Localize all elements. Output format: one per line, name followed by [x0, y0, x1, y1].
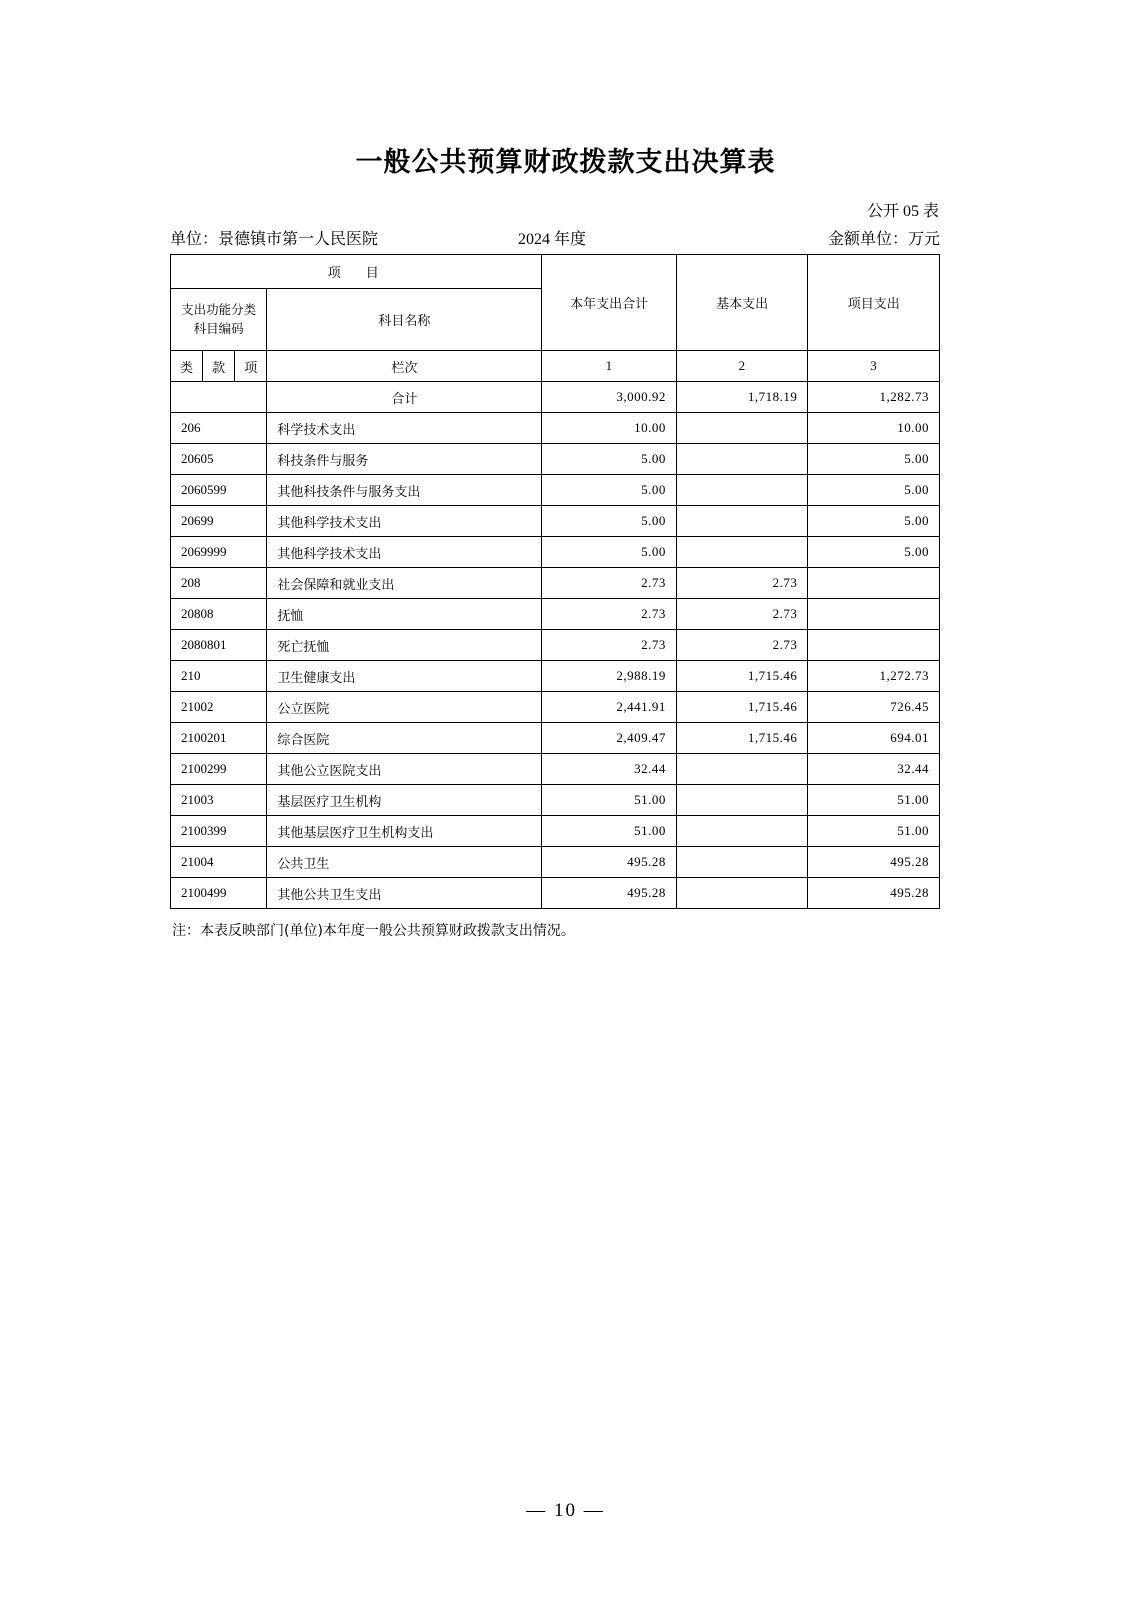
unit-label: 单位： — [170, 231, 219, 248]
table-row — [171, 847, 940, 878]
table-note: 注：本表反映部门(单位)本年度一般公共预算财政拨款支出情况。 — [172, 923, 575, 939]
row-project: 495.28 — [808, 847, 940, 878]
header-col-no-2: 2 — [676, 351, 808, 382]
unit-value: 景德镇市第一人民医院 — [218, 231, 379, 248]
table-row — [171, 568, 940, 599]
row-name: 公共卫生 — [267, 847, 542, 878]
row-name: 公立医院 — [267, 692, 542, 723]
header-subject-name: 科目名称 — [267, 289, 542, 351]
total-label: 合计 — [267, 382, 542, 413]
row-total: 2.73 — [542, 599, 677, 630]
row-name: 抚恤 — [267, 599, 542, 630]
row-code: 208 — [171, 568, 267, 599]
table-row — [171, 754, 940, 785]
row-code: 21003 — [171, 785, 267, 816]
row-project — [808, 568, 940, 599]
table-row — [171, 692, 940, 723]
row-basic — [676, 754, 808, 785]
header-sub-class: 类 — [171, 351, 203, 382]
header-row-label: 栏次 — [267, 351, 542, 382]
row-name: 卫生健康支出 — [267, 661, 542, 692]
row-project: 726.45 — [808, 692, 940, 723]
row-basic: 2.73 — [676, 599, 808, 630]
row-total: 5.00 — [542, 444, 677, 475]
row-basic — [676, 537, 808, 568]
row-project: 51.00 — [808, 785, 940, 816]
row-code: 21004 — [171, 847, 267, 878]
row-total: 2.73 — [542, 568, 677, 599]
row-total: 5.00 — [542, 475, 677, 506]
row-project: 694.01 — [808, 723, 940, 754]
header-col-basic: 基本支出 — [676, 255, 808, 351]
header-col-no-1: 1 — [542, 351, 677, 382]
row-basic — [676, 506, 808, 537]
row-basic: 1,715.46 — [676, 661, 808, 692]
row-name: 综合医院 — [267, 723, 542, 754]
row-basic — [676, 444, 808, 475]
row-name: 基层医疗卫生机构 — [267, 785, 542, 816]
row-project: 495.28 — [808, 878, 940, 909]
row-code: 2100499 — [171, 878, 267, 909]
row-total: 2.73 — [542, 630, 677, 661]
row-project: 51.00 — [808, 816, 940, 847]
row-project: 10.00 — [808, 413, 940, 444]
table-header-row-columns — [171, 351, 940, 382]
row-basic: 2.73 — [676, 630, 808, 661]
table-row — [171, 413, 940, 444]
page-title: 一般公共预算财政拨款支出决算表 — [355, 147, 776, 178]
row-code: 210 — [171, 661, 267, 692]
table-header-row-group — [171, 255, 940, 289]
table-row — [171, 661, 940, 692]
header-col-total: 本年支出合计 — [542, 255, 677, 351]
row-project — [808, 630, 940, 661]
row-basic — [676, 878, 808, 909]
row-name: 其他科技条件与服务支出 — [267, 475, 542, 506]
row-total: 5.00 — [542, 537, 677, 568]
document-meta — [170, 226, 940, 248]
row-total: 495.28 — [542, 847, 677, 878]
row-name: 死亡抚恤 — [267, 630, 542, 661]
row-name: 其他科学技术支出 — [267, 506, 542, 537]
row-project: 32.44 — [808, 754, 940, 785]
budget-expenditure-table — [170, 254, 940, 909]
row-basic — [676, 847, 808, 878]
row-code: 2080801 — [171, 630, 267, 661]
table-row — [171, 475, 940, 506]
row-total: 5.00 — [542, 506, 677, 537]
header-item-group: 项 目 — [171, 255, 542, 289]
row-project: 1,272.73 — [808, 661, 940, 692]
table-row — [171, 444, 940, 475]
row-total: 2,409.47 — [542, 723, 677, 754]
row-name: 科学技术支出 — [267, 413, 542, 444]
total-value-project: 1,282.73 — [808, 382, 940, 413]
table-row — [171, 723, 940, 754]
row-total: 51.00 — [542, 785, 677, 816]
row-basic: 2.73 — [676, 568, 808, 599]
row-code: 2100399 — [171, 816, 267, 847]
unit-info — [170, 226, 378, 249]
row-name: 其他科学技术支出 — [267, 537, 542, 568]
table-row — [171, 816, 940, 847]
row-code: 21002 — [171, 692, 267, 723]
total-value-total: 3,000.92 — [542, 382, 677, 413]
form-number: 公开 05 表 — [866, 203, 939, 220]
row-basic — [676, 816, 808, 847]
row-project: 5.00 — [808, 506, 940, 537]
table-row — [171, 785, 940, 816]
row-code: 20699 — [171, 506, 267, 537]
table-row — [171, 630, 940, 661]
header-sub-xiang: 项 — [235, 351, 267, 382]
row-name: 科技条件与服务 — [267, 444, 542, 475]
row-total: 495.28 — [542, 878, 677, 909]
row-code: 20605 — [171, 444, 267, 475]
page-number: — 10 — — [526, 1500, 605, 1521]
total-value-basic: 1,718.19 — [676, 382, 808, 413]
row-code: 2100201 — [171, 723, 267, 754]
row-basic: 1,715.46 — [676, 723, 808, 754]
row-code: 206 — [171, 413, 267, 444]
table-row — [171, 506, 940, 537]
row-total: 32.44 — [542, 754, 677, 785]
header-col-no-3: 3 — [808, 351, 940, 382]
row-total: 2,441.91 — [542, 692, 677, 723]
row-total: 2,988.19 — [542, 661, 677, 692]
fiscal-year: 2024 年度 — [518, 231, 587, 248]
row-code: 2069999 — [171, 537, 267, 568]
row-name: 社会保障和就业支出 — [267, 568, 542, 599]
table-row — [171, 599, 940, 630]
row-code: 20808 — [171, 599, 267, 630]
row-total: 10.00 — [542, 413, 677, 444]
row-name: 其他公立医院支出 — [267, 754, 542, 785]
row-total: 51.00 — [542, 816, 677, 847]
table-row-total — [171, 382, 940, 413]
row-project: 5.00 — [808, 537, 940, 568]
header-code-column: 支出功能分类 科目编码 — [171, 289, 267, 351]
row-basic — [676, 785, 808, 816]
amount-unit: 金额单位：万元 — [827, 231, 940, 248]
row-name: 其他公共卫生支出 — [267, 878, 542, 909]
row-code: 2060599 — [171, 475, 267, 506]
row-project: 5.00 — [808, 475, 940, 506]
table-row — [171, 878, 940, 909]
row-project: 5.00 — [808, 444, 940, 475]
row-project — [808, 599, 940, 630]
row-basic — [676, 475, 808, 506]
table-row — [171, 537, 940, 568]
header-col-project: 项目支出 — [808, 255, 940, 351]
row-code: 2100299 — [171, 754, 267, 785]
row-name: 其他基层医疗卫生机构支出 — [267, 816, 542, 847]
total-code-cell — [171, 382, 267, 413]
header-sub-kuan: 款 — [203, 351, 235, 382]
row-basic — [676, 413, 808, 444]
row-basic: 1,715.46 — [676, 692, 808, 723]
